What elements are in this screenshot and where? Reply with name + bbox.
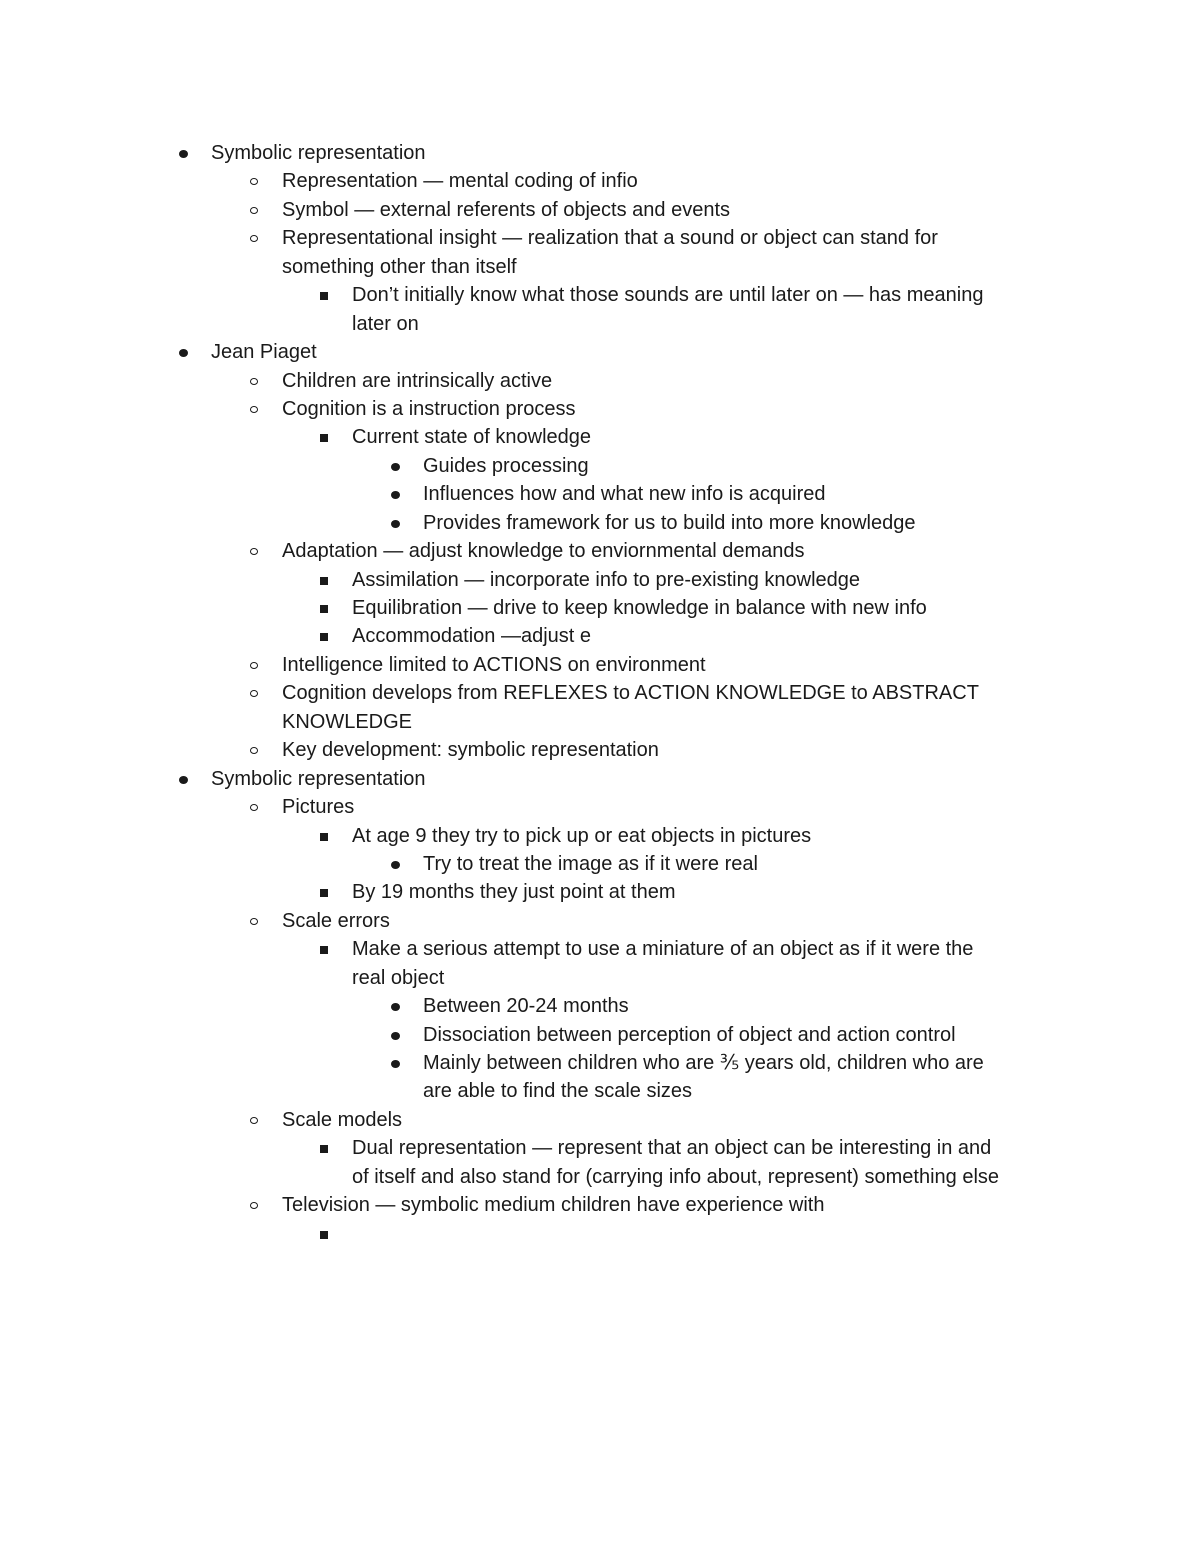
note-item-level-3 (0, 594, 1200, 622)
note-text: Television — symbolic medium children have experience with (282, 1194, 825, 1217)
note-item-level-2 (0, 793, 1200, 821)
note-item-level-2 (0, 1191, 1200, 1219)
square-bullet-icon (320, 946, 328, 954)
disc-bullet-icon (391, 861, 400, 869)
note-line-continuation (0, 964, 1200, 992)
note-text: Cognition is a instruction process (282, 397, 576, 420)
disc-bullet-icon (391, 1060, 400, 1068)
note-line-continuation (0, 1163, 1200, 1191)
note-text: By 19 months they just point at them (352, 881, 676, 904)
disc-bullet-icon (391, 1003, 400, 1011)
square-bullet-icon (320, 1231, 328, 1239)
note-item-level-4 (0, 850, 1200, 878)
note-item-level-2 (0, 224, 1200, 252)
note-text: Cognition develops from REFLEXES to ACTION KNOWLEDGE to ABSTRACT (282, 682, 979, 705)
square-bullet-icon (320, 605, 328, 613)
note-text: Accommodation —adjust e (352, 625, 592, 648)
circle-bullet-icon (250, 1202, 258, 1209)
note-text: Intelligence limited to ACTIONS on environment (282, 653, 706, 676)
note-text: Representational insight — realization that a sound or object can stand for (282, 227, 938, 250)
note-item-level-4 (0, 509, 1200, 537)
circle-bullet-icon (250, 406, 258, 413)
note-item-level-4 (0, 1049, 1200, 1077)
circle-bullet-icon (250, 690, 258, 697)
note-text: Current state of knowledge (352, 426, 592, 449)
square-bullet-icon (320, 633, 328, 641)
note-text: Scale errors (282, 909, 390, 932)
note-item-level-2 (0, 736, 1200, 764)
note-line-continuation (0, 708, 1200, 736)
note-item-level-3 (0, 878, 1200, 906)
notes-document (0, 139, 1200, 1248)
note-item-level-2 (0, 679, 1200, 707)
note-text: Between 20-24 months (423, 995, 629, 1018)
note-text: Don’t initially know what those sounds are until later on — has meaning (352, 284, 984, 307)
note-item-level-3 (0, 935, 1200, 963)
note-item-level-4 (0, 992, 1200, 1020)
square-bullet-icon (320, 292, 328, 300)
note-item-level-3 (0, 822, 1200, 850)
square-bullet-icon (320, 889, 328, 897)
disc-bullet-icon (391, 1032, 400, 1040)
note-text: Assimilation — incorporate info to pre-existing knowledge (352, 568, 861, 591)
note-item-level-1 (0, 765, 1200, 793)
note-text: Representation — mental coding of infio (282, 170, 638, 193)
note-text: Mainly between children who are ⅗ years old, children who are (423, 1052, 984, 1074)
note-text: Symbol — external referents of objects and events (282, 198, 731, 221)
note-text: Try to treat the image as if it were real (423, 852, 758, 875)
note-text: something other than itself (282, 255, 517, 278)
circle-bullet-icon (250, 207, 258, 214)
note-text: Key development: symbolic representation (282, 739, 659, 762)
note-item-level-2 (0, 907, 1200, 935)
note-text: Symbolic representation (211, 767, 426, 790)
note-text: Make a serious attempt to use a miniature of an object as if it were the (352, 938, 974, 961)
disc-bullet-icon (391, 520, 400, 528)
disc-bullet-icon (391, 491, 400, 499)
note-item-level-3 (0, 1220, 1200, 1248)
circle-bullet-icon (250, 747, 258, 754)
disc-bullet-icon (391, 463, 400, 471)
note-text: of itself and also stand for (carrying info about, represent) something else (352, 1165, 1000, 1188)
circle-bullet-icon (250, 662, 258, 669)
note-item-level-4 (0, 480, 1200, 508)
note-text: later on (352, 312, 419, 335)
circle-bullet-icon (250, 378, 258, 385)
note-item-level-3 (0, 622, 1200, 650)
note-item-level-3 (0, 566, 1200, 594)
circle-bullet-icon (250, 918, 258, 925)
note-text: KNOWLEDGE (282, 710, 413, 733)
note-item-level-2 (0, 651, 1200, 679)
note-line-continuation (0, 253, 1200, 281)
note-text: At age 9 they try to pick up or eat objects in pictures (352, 824, 812, 847)
note-text: Dissociation between perception of object and action control (423, 1023, 956, 1046)
note-text: Adaptation — adjust knowledge to enviornmental demands (282, 540, 805, 563)
note-text: Scale models (282, 1108, 403, 1131)
square-bullet-icon (320, 577, 328, 585)
square-bullet-icon (320, 434, 328, 442)
square-bullet-icon (320, 833, 328, 841)
square-bullet-icon (320, 1145, 328, 1153)
disc-bullet-icon (179, 776, 188, 784)
note-item-level-2 (0, 167, 1200, 195)
note-item-level-2 (0, 367, 1200, 395)
note-item-level-3 (0, 1134, 1200, 1162)
circle-bullet-icon (250, 235, 258, 242)
circle-bullet-icon (250, 178, 258, 185)
circle-bullet-icon (250, 1117, 258, 1124)
note-text: Jean Piaget (211, 341, 317, 364)
note-text: Dual representation — represent that an object can be interesting in and (352, 1137, 992, 1160)
note-item-level-2 (0, 537, 1200, 565)
note-item-level-2 (0, 196, 1200, 224)
note-text: Equilibration — drive to keep knowledge in balance with new info (352, 597, 927, 619)
note-text: Symbolic representation (211, 142, 426, 164)
note-text: real object (352, 966, 445, 989)
note-line-continuation (0, 310, 1200, 338)
note-text: Provides framework for us to build into more knowledge (423, 511, 916, 534)
note-text: Influences how and what new info is acquired (423, 483, 826, 506)
note-text: Guides processing (423, 454, 589, 477)
note-text: Children are intrinsically active (282, 369, 553, 392)
circle-bullet-icon (250, 804, 258, 811)
note-item-level-4 (0, 1021, 1200, 1049)
circle-bullet-icon (250, 548, 258, 555)
disc-bullet-icon (179, 349, 188, 357)
note-line-continuation (0, 1077, 1200, 1105)
note-item-level-3 (0, 281, 1200, 309)
note-text: Pictures (282, 796, 355, 819)
note-item-level-2 (0, 395, 1200, 423)
note-item-level-3 (0, 423, 1200, 451)
note-text: are able to find the scale sizes (423, 1080, 693, 1103)
note-item-level-4 (0, 452, 1200, 480)
disc-bullet-icon (179, 150, 188, 158)
note-item-level-1 (0, 338, 1200, 366)
note-item-level-2 (0, 1106, 1200, 1134)
note-item-level-1 (0, 139, 1200, 167)
